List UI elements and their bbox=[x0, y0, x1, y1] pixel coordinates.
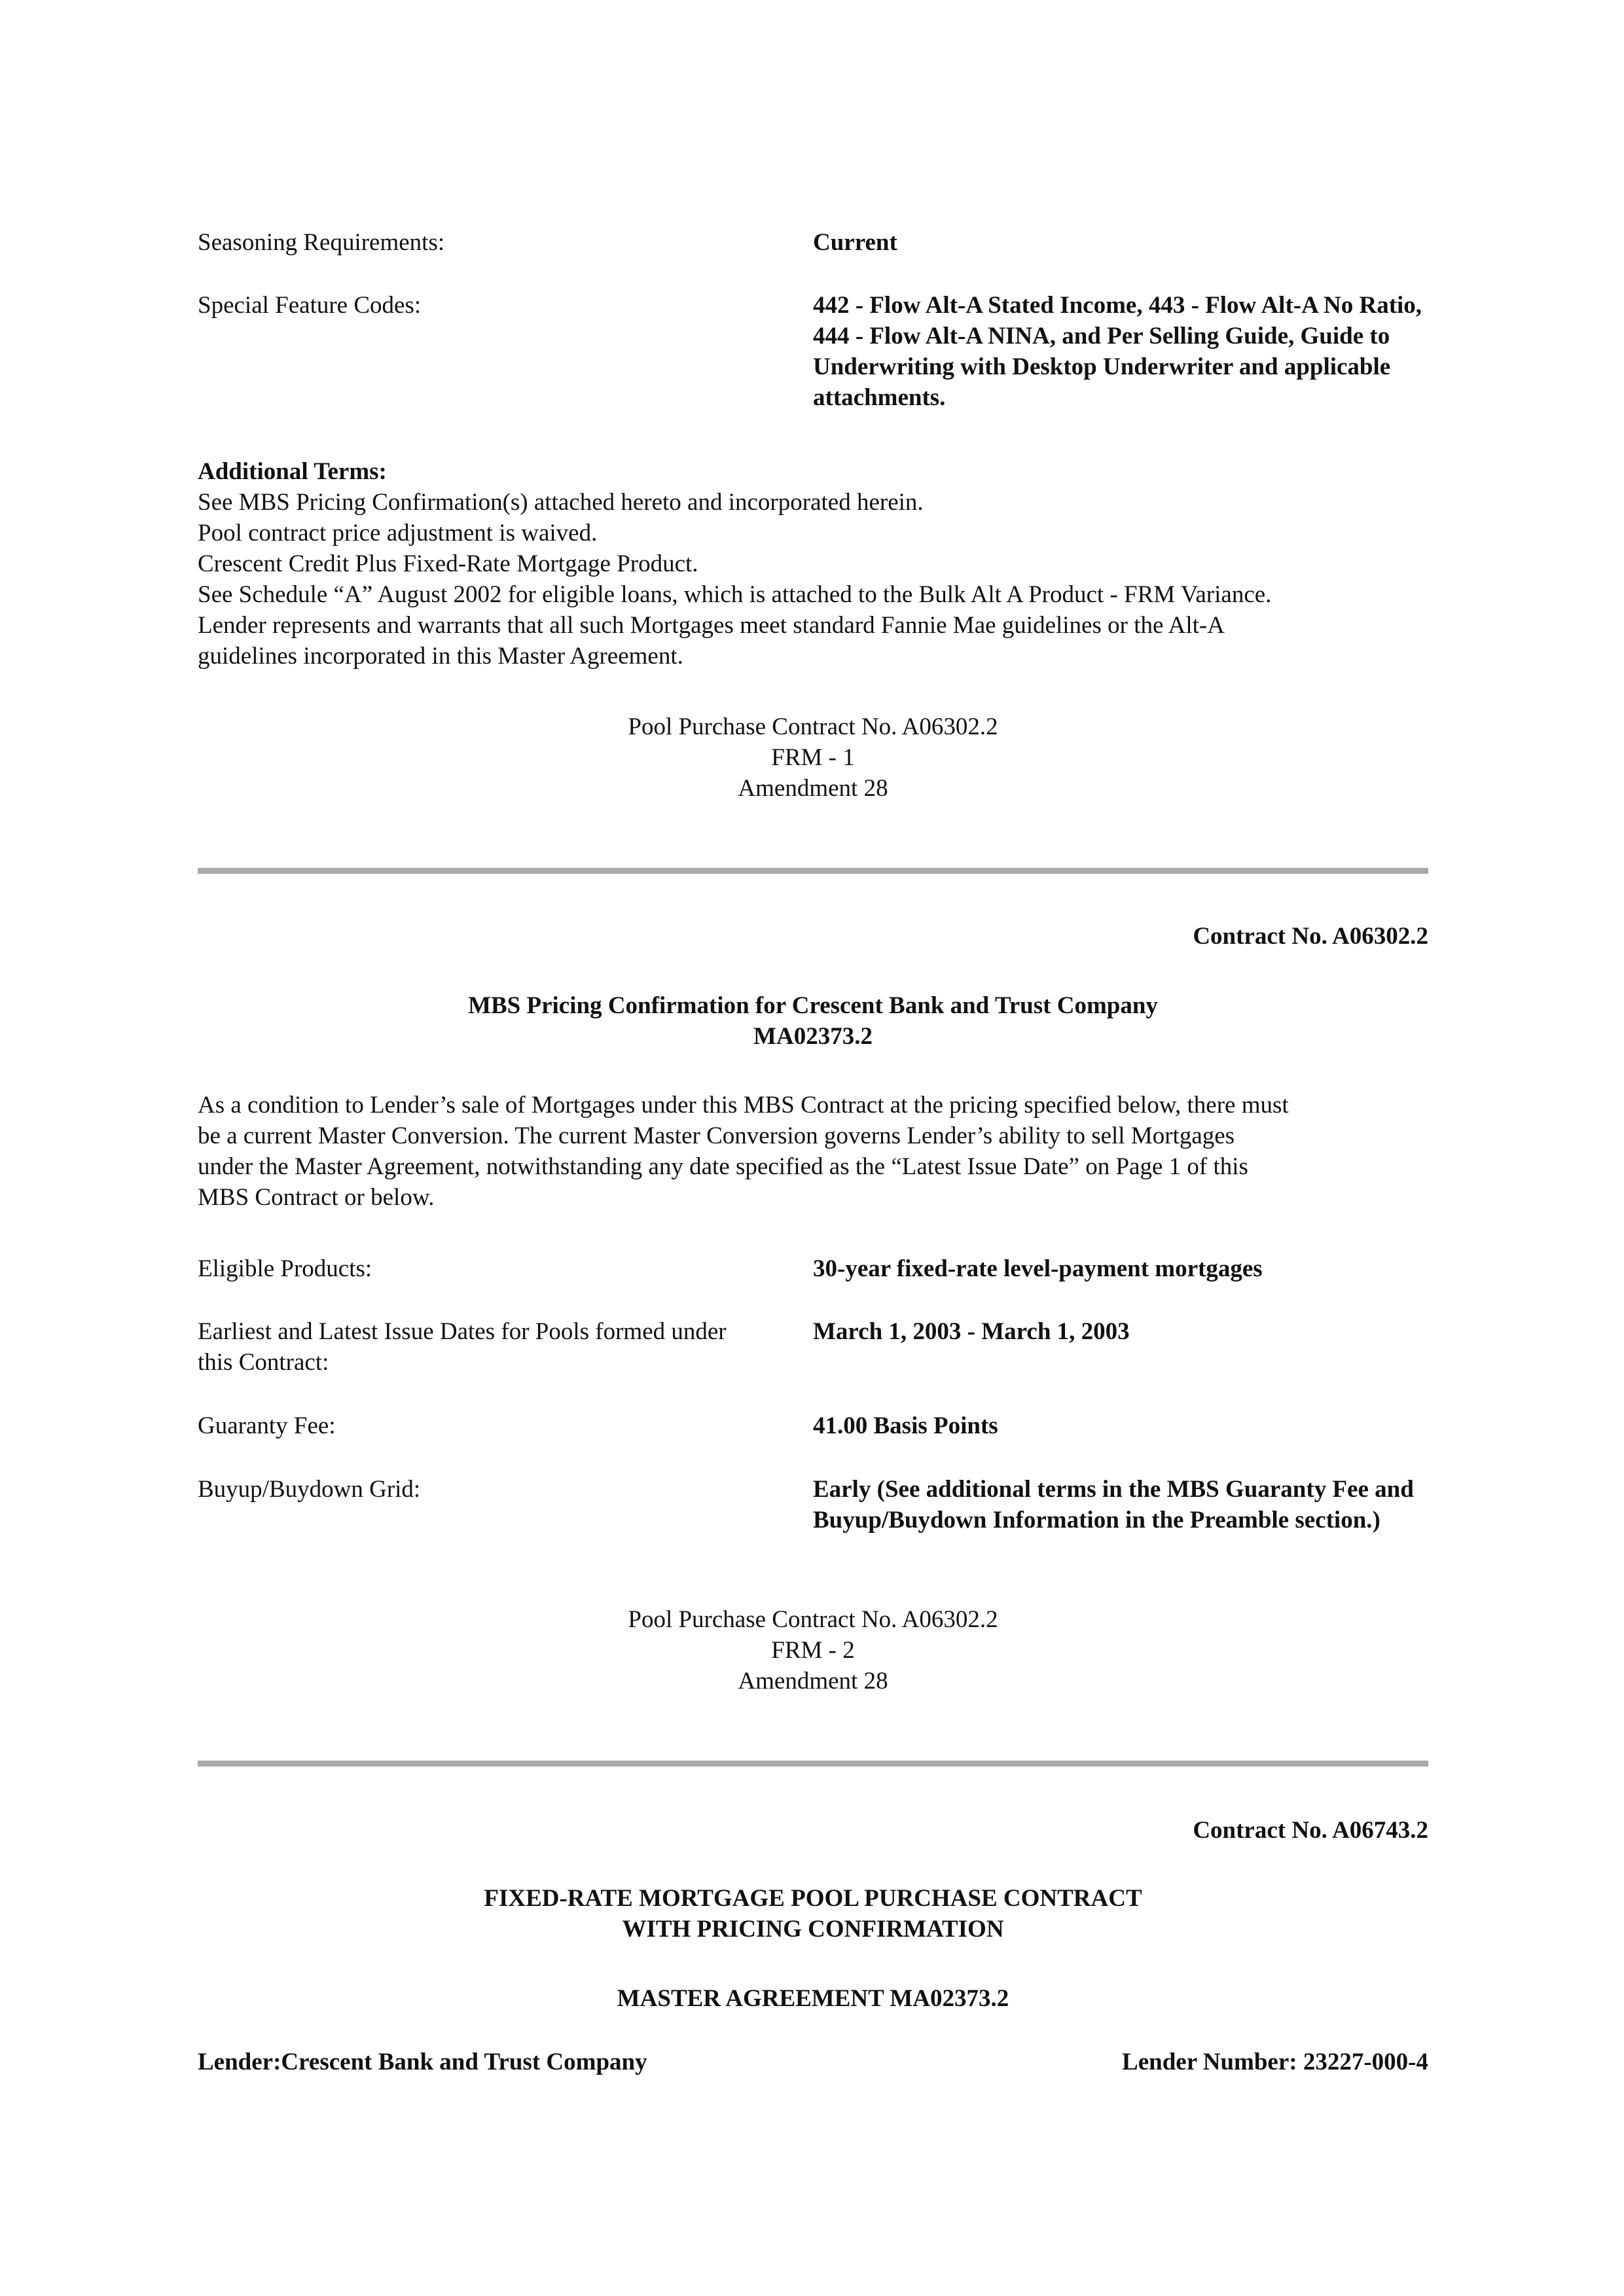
footer-amendment-line: Amendment 28 bbox=[738, 775, 888, 802]
additional-terms-heading: Additional Terms: bbox=[198, 458, 387, 485]
lender-name: Lender:Crescent Bank and Trust Company bbox=[198, 2049, 647, 2075]
seasoning-value: Current bbox=[813, 229, 897, 256]
frm1-footer bbox=[198, 711, 1428, 804]
paragraph-line: under the Master Agreement, notwithstanding any date specified as the “Latest Issue Date” on Page 1 of this bbox=[198, 1153, 1248, 1180]
footer-contract-line: Pool Purchase Contract No. A06302.2 bbox=[628, 1606, 998, 1633]
title-line: MBS Pricing Confirmation for Crescent Bank and Trust Company bbox=[468, 992, 1158, 1019]
additional-terms-line: Lender represents and warrants that all such Mortgages meet standard Fannie Mae guidelines or the Alt-A bbox=[198, 612, 1225, 639]
special-features-label: Special Feature Codes: bbox=[198, 292, 422, 319]
special-features-value: 442 - Flow Alt-A Stated Income, 443 - Flow Alt-A No Ratio, 444 - Flow Alt-A NINA, and Per Selling Guide, Guide to Underwriting with Desktop Underwriter and applicable attachments. bbox=[813, 292, 1422, 411]
section-divider bbox=[198, 1761, 1428, 1767]
issue-dates-value: March 1, 2003 - March 1, 2003 bbox=[813, 1318, 1130, 1345]
issue-dates-label: Earliest and Latest Issue Dates for Pools formed under this Contract: bbox=[198, 1318, 727, 1376]
footer-contract-line: Pool Purchase Contract No. A06302.2 bbox=[628, 713, 998, 740]
section-divider bbox=[198, 868, 1428, 874]
footer-frm-line: FRM - 1 bbox=[771, 744, 855, 771]
additional-terms-line: guidelines incorporated in this Master Agreement. bbox=[198, 643, 683, 670]
seasoning-label: Seasoning Requirements: bbox=[198, 229, 445, 256]
paragraph-line: MBS Contract or below. bbox=[198, 1184, 435, 1211]
guaranty-fee-value: 41.00 Basis Points bbox=[813, 1412, 998, 1439]
additional-terms bbox=[198, 456, 1428, 672]
guaranty-fee-label: Guaranty Fee: bbox=[198, 1412, 336, 1439]
additional-terms-line: See Schedule “A” August 2002 for eligible loans, which is attached to the Bulk Alt A Product - FRM Variance. bbox=[198, 581, 1272, 608]
additional-terms-line: Crescent Credit Plus Fixed-Rate Mortgage Product. bbox=[198, 550, 698, 577]
contract-number-heading: Contract No. A06302.2 bbox=[1193, 923, 1428, 950]
footer-amendment-line: Amendment 28 bbox=[738, 1668, 888, 1695]
eligible-products-label: Eligible Products: bbox=[198, 1255, 372, 1282]
contract-number-heading: Contract No. A06743.2 bbox=[1193, 1817, 1428, 1844]
frm2-footer bbox=[198, 1604, 1428, 1696]
condition-paragraph bbox=[198, 1090, 1428, 1213]
master-agreement-heading: MASTER AGREEMENT MA02373.2 bbox=[617, 1985, 1009, 2012]
title-line: WITH PRICING CONFIRMATION bbox=[622, 1916, 1004, 1943]
additional-terms-line: See MBS Pricing Confirmation(s) attached hereto and incorporated herein. bbox=[198, 489, 924, 516]
buyup-grid-value: Early (See additional terms in the MBS Guaranty Fee and Buyup/Buydown Information in the Preamble section.) bbox=[813, 1476, 1414, 1534]
title-line: MA02373.2 bbox=[753, 1023, 873, 1050]
pool-purchase-contract-title bbox=[198, 1883, 1428, 1945]
footer-frm-line: FRM - 2 bbox=[771, 1637, 855, 1664]
paragraph-line: As a condition to Lender’s sale of Mortgages under this MBS Contract at the pricing specified below, there must bbox=[198, 1092, 1289, 1119]
paragraph-line: be a current Master Conversion. The current Master Conversion governs Lender’s ability to sell Mortgages bbox=[198, 1122, 1235, 1149]
additional-terms-line: Pool contract price adjustment is waived. bbox=[198, 520, 598, 547]
title-line: FIXED-RATE MORTGAGE POOL PURCHASE CONTRACT bbox=[484, 1885, 1142, 1912]
pricing-confirmation-title bbox=[198, 990, 1428, 1052]
eligible-products-value: 30-year fixed-rate level-payment mortgages bbox=[813, 1255, 1263, 1282]
buyup-grid-label: Buyup/Buydown Grid: bbox=[198, 1476, 421, 1503]
lender-number: Lender Number: 23227-000-4 bbox=[1122, 2049, 1428, 2075]
